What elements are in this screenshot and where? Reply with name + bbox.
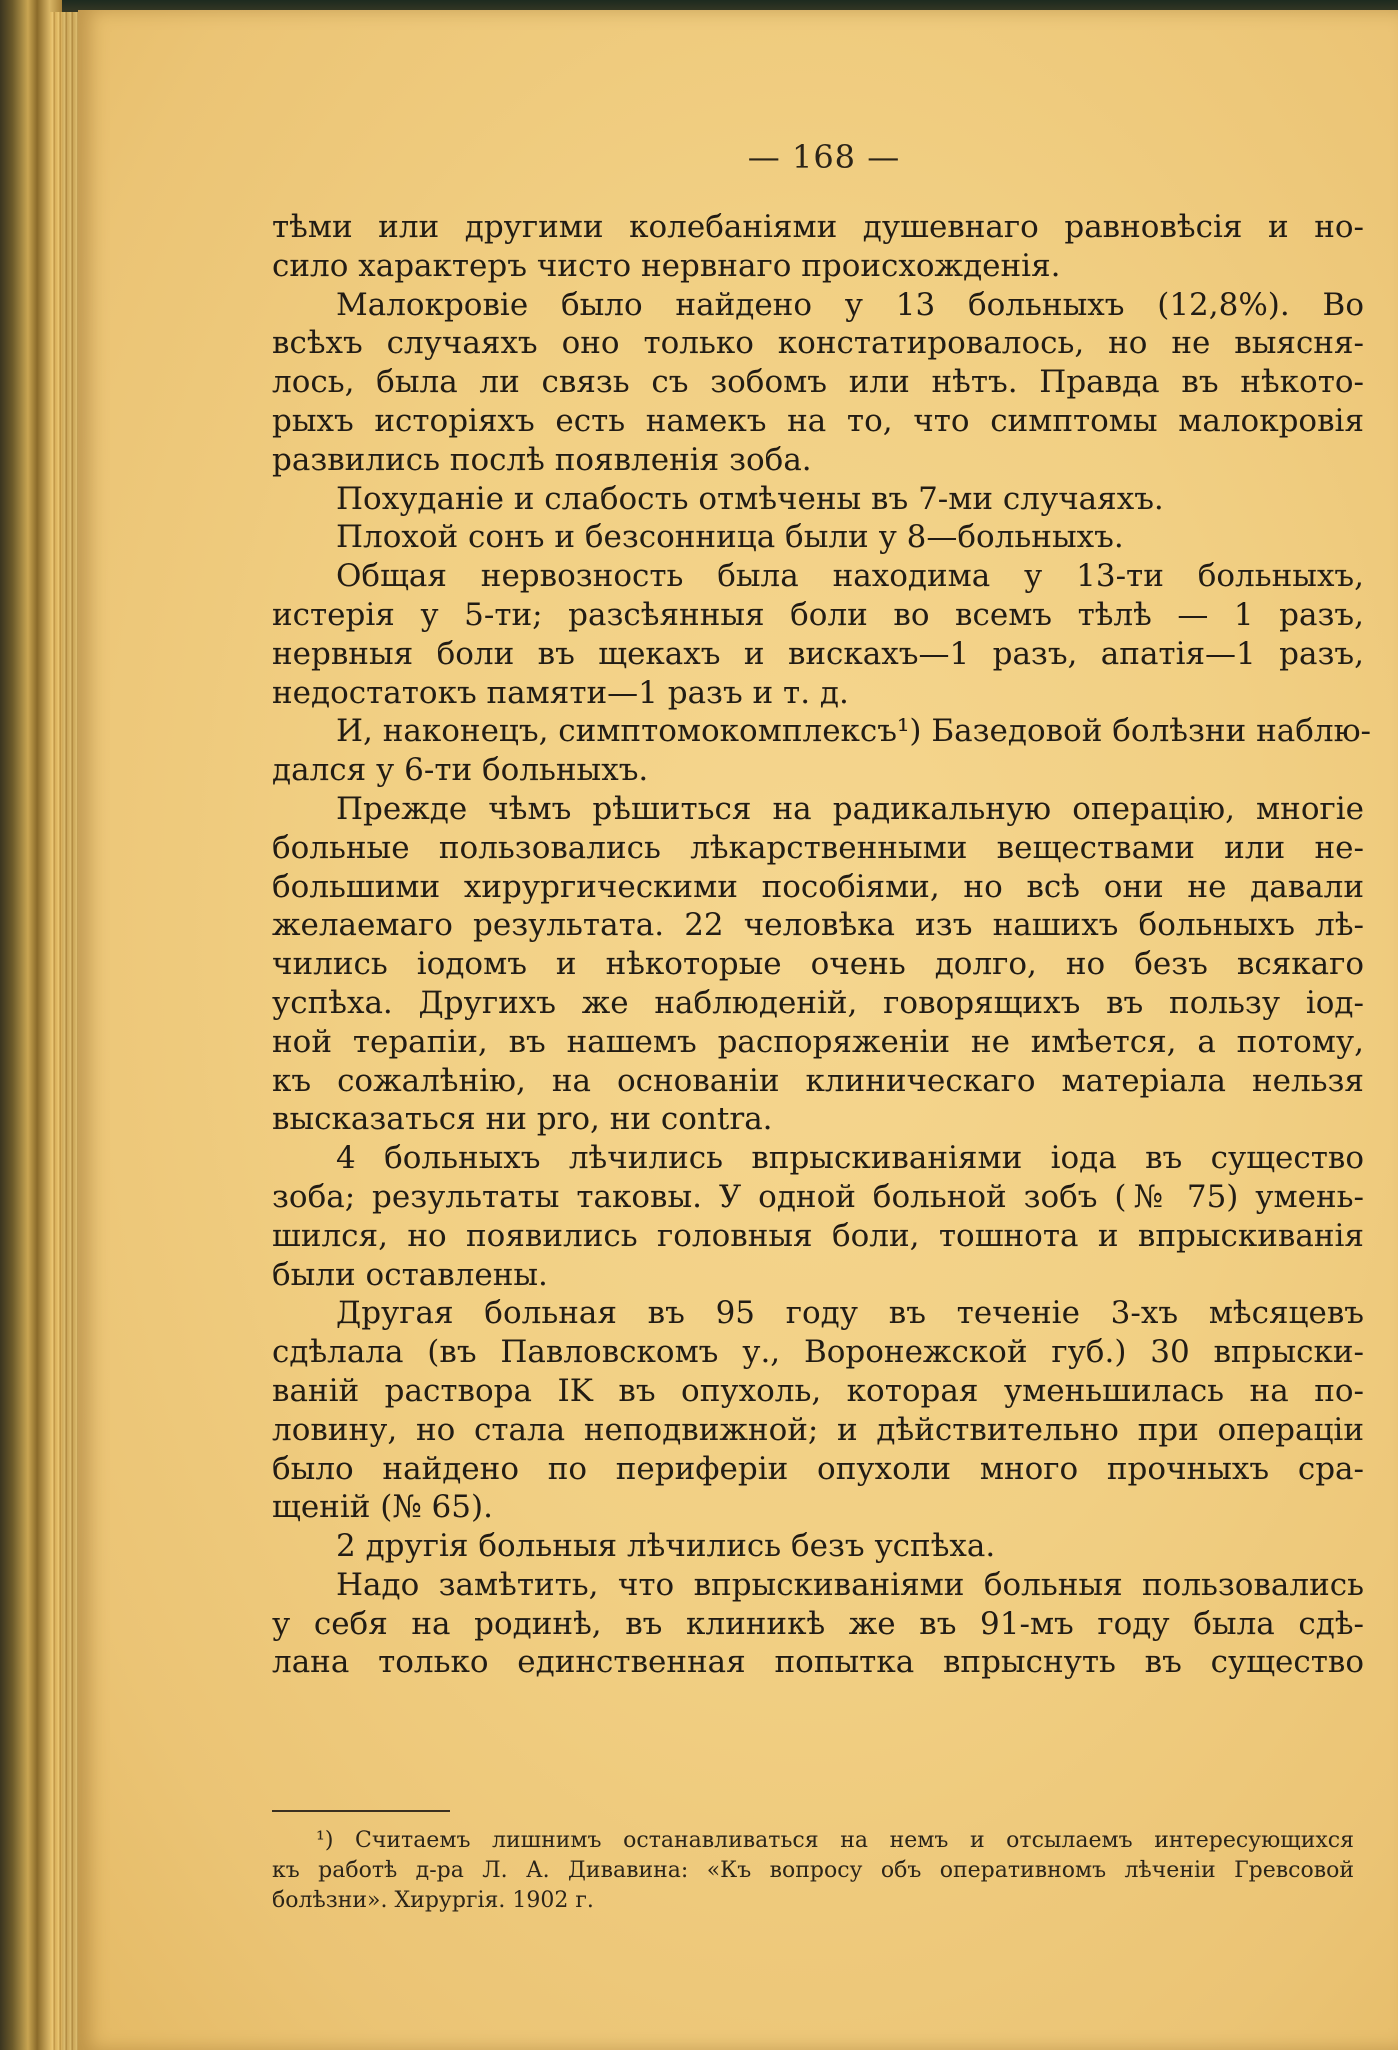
text-line: больные пользовались лѣкарственными веществами или не- <box>272 829 1364 866</box>
text-line: 4 больныхъ лѣчились впрыскиваніями іода въ существо <box>336 1140 1364 1177</box>
text-line: зоба; результаты таковы. У одной больной зобъ (№ 75) умень- <box>272 1178 1364 1215</box>
text-line: Похуданіе и слабость отмѣчены въ 7-ми случаяхъ. <box>336 480 1164 517</box>
text-line: были оставлены. <box>272 1256 548 1293</box>
footnote <box>272 1826 1354 1916</box>
text-line: тѣми или другими колебаніями душевнаго равновѣсія и но- <box>272 209 1364 245</box>
footnote-line: болѣзни». Хирургія. 1902 г. <box>272 1888 594 1913</box>
text-line: сдѣлала (въ Павловскомъ у., Воронежской губ.) 30 впрыски- <box>272 1334 1364 1371</box>
text-line: лана только единственная попытка впрыснуть въ существо <box>272 1644 1364 1681</box>
body-text <box>272 208 1372 1682</box>
text-line: Общая нервозность была находима у 13-ти больныхъ, <box>336 558 1364 595</box>
footnote-line: ¹) Считаемъ лишнимъ останавливаться на немъ и отсылаемъ интересующихся <box>316 1828 1354 1853</box>
text-line: Другая больная въ 95 году въ теченіе 3-хъ мѣсяцевъ <box>336 1295 1364 1332</box>
text-line: ловину, но стала неподвижной; и дѣйствительно при операціи <box>272 1411 1364 1448</box>
text-line: было найдено по периферіи опухоли много прочныхъ сра- <box>272 1450 1364 1487</box>
text-line: ной терапіи, въ нашемъ распоряженіи не имѣется, а потому, <box>272 1023 1364 1060</box>
text-line: всѣхъ случаяхъ оно только констатировалось, но не выясня- <box>272 325 1364 362</box>
text-line: сило характеръ чисто нервнаго происхожденія. <box>272 247 1061 284</box>
text-line: недостатокъ памяти—1 разъ и т. д. <box>272 674 849 711</box>
text-line: Надо замѣтить, что впрыскиваніями больныя пользовались <box>336 1566 1364 1603</box>
text-line: истерія у 5-ти; разсѣянныя боли во всемъ тѣлѣ — 1 разъ, <box>272 596 1364 633</box>
text-line: у себя на родинѣ, въ клиникѣ же въ 91-мъ году была сдѣ- <box>272 1605 1364 1642</box>
text-line: рыхъ исторіяхъ есть намекъ на то, что симптомы малокровія <box>272 402 1364 439</box>
text-line: высказаться ни pro, ни contra. <box>272 1101 773 1138</box>
text-line: дался у 6-ти больныхъ. <box>272 752 649 789</box>
footnote-divider <box>272 1810 450 1812</box>
text-line: лось, была ли связь съ зобомъ или нѣтъ. Правда въ нѣкото- <box>272 364 1364 401</box>
footnote-line: къ работѣ д-ра Л. А. Дивавина: «Къ вопросу объ оперативномъ лѣченіи Гревсовой <box>272 1858 1354 1883</box>
text-line: И, наконецъ, симптомокомплексъ¹) Базедовой болѣзни наблю- <box>336 713 1372 750</box>
text-line: шился, но появились головныя боли, тошнота и впрыскиванія <box>272 1217 1364 1254</box>
text-line: нервныя боли въ щекахъ и вискахъ—1 разъ, апатія—1 разъ, <box>272 635 1364 672</box>
text-line: большими хирургическими пособіями, но всѣ они не давали <box>272 868 1364 905</box>
text-line: Плохой сонъ и безсонница были у 8—больныхъ. <box>336 519 1124 556</box>
text-line: желаемаго результата. 22 человѣка изъ нашихъ больныхъ лѣ- <box>272 907 1364 944</box>
text-line: къ сожалѣнію, на основаніи клиническаго матеріала нельзя <box>272 1062 1364 1099</box>
text-line: 2 другія больныя лѣчились безъ успѣха. <box>336 1528 996 1565</box>
text-line: щеній (№ 65). <box>272 1489 493 1526</box>
text-line: успѣха. Другихъ же наблюденій, говорящихъ въ пользу іод- <box>272 984 1364 1021</box>
text-line: Прежде чѣмъ рѣшиться на радикальную операцію, многіе <box>336 790 1364 827</box>
page-number: — 168 — <box>747 138 901 176</box>
text-line: Малокровіе было найдено у 13 больныхъ (12,8%). Во <box>336 286 1364 323</box>
text-line: чились іодомъ и нѣкоторые очень долго, но безъ всякаго <box>272 946 1364 983</box>
text-line: развились послѣ появленія зоба. <box>272 441 812 478</box>
text-line: ваній раствора IK въ опухоль, которая уменьшилась на по- <box>272 1372 1364 1409</box>
